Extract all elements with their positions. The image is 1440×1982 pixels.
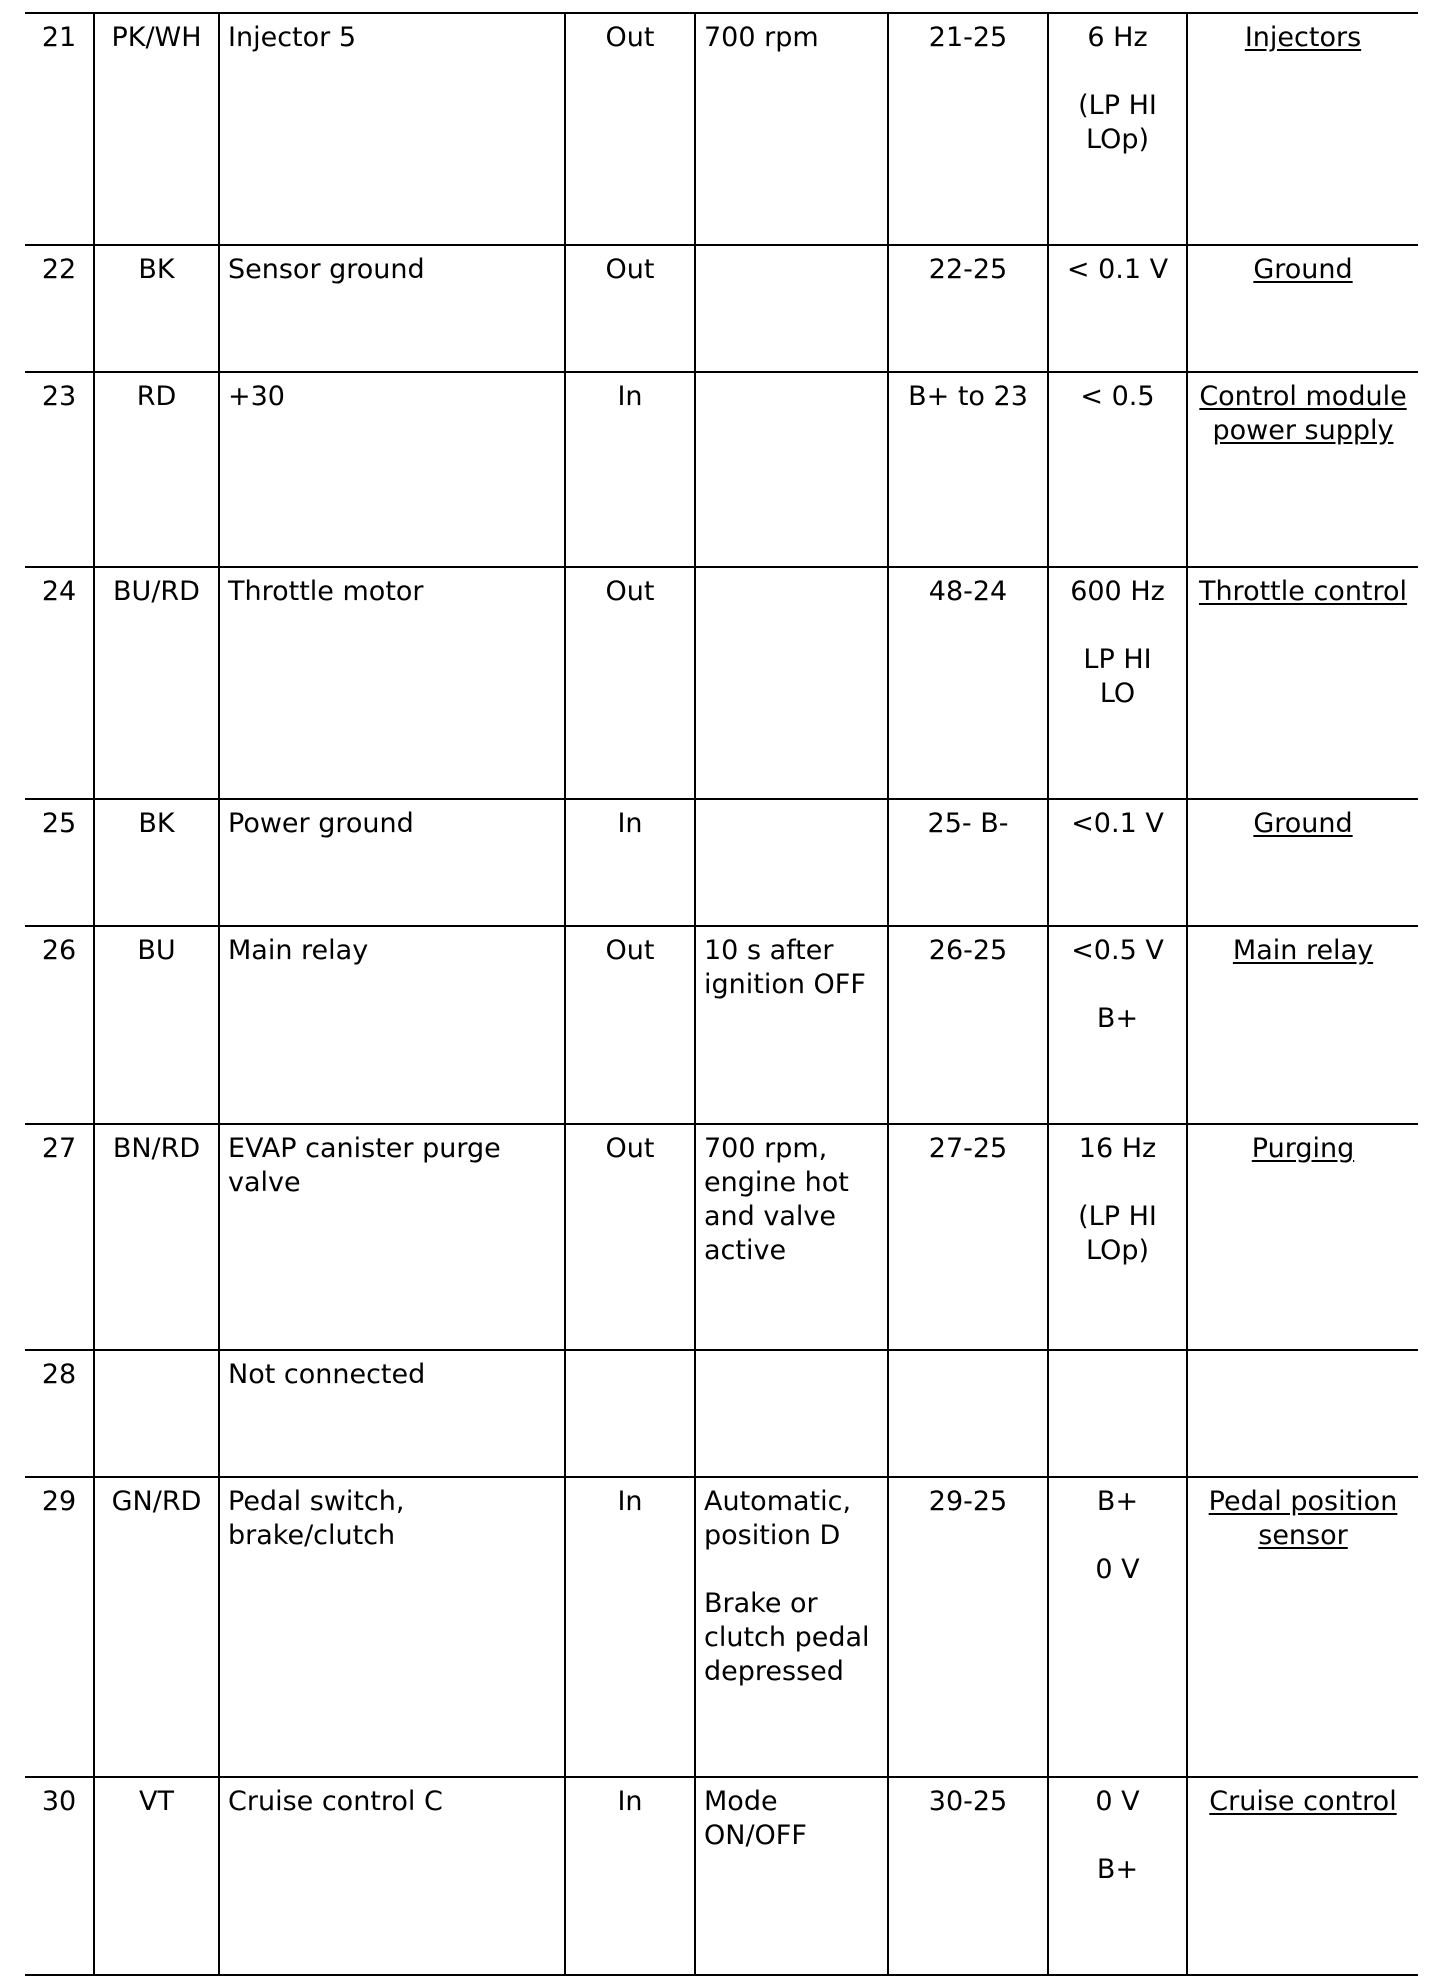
- wire-color-cell: [94, 926, 219, 1124]
- pin-assignment-table: [25, 12, 1418, 1976]
- measure-between: 21-25: [928, 22, 1008, 53]
- signal-direction: Out: [605, 935, 655, 966]
- measure-between: 48-24: [928, 576, 1008, 607]
- pin-number-cell: [25, 1350, 94, 1477]
- measure-between-cell: [888, 372, 1048, 567]
- measure-between-cell: [888, 1477, 1048, 1777]
- test-condition: ignition OFF: [704, 969, 866, 1000]
- test-condition-cell: [695, 1124, 888, 1350]
- pin-description: Cruise control C: [228, 1786, 443, 1817]
- pin-number-cell: [25, 1777, 94, 1975]
- pin-number-cell: [25, 926, 94, 1124]
- measure-between-cell: [888, 799, 1048, 926]
- expected-value-cell: [1048, 245, 1187, 372]
- expected-value: 6 Hz: [1087, 22, 1148, 53]
- pin-number-cell: [25, 13, 94, 245]
- signal-direction: Out: [605, 576, 655, 607]
- pin-number-cell: [25, 372, 94, 567]
- pin-number: 26: [41, 935, 77, 966]
- pin-description: Main relay: [228, 935, 369, 966]
- expected-value: LO: [1099, 678, 1136, 709]
- reference-cell: [1187, 799, 1418, 926]
- pin-description: Sensor ground: [228, 254, 425, 285]
- reference-link[interactable]: Cruise control: [1209, 1786, 1397, 1817]
- wire-color-cell: [94, 1477, 219, 1777]
- wire-color: BN/RD: [112, 1133, 201, 1164]
- table-row: [25, 1350, 1418, 1477]
- reference-cell: [1187, 926, 1418, 1124]
- signal-direction-cell: [565, 1124, 695, 1350]
- measure-between-cell: [888, 1124, 1048, 1350]
- table-row: [25, 1477, 1418, 1777]
- pin-number: 29: [41, 1486, 77, 1517]
- expected-value: < 0.1 V: [1066, 254, 1169, 285]
- pin-description-cell: [219, 1777, 565, 1975]
- test-condition: active: [704, 1235, 787, 1266]
- table-row: [25, 926, 1418, 1124]
- pin-number: 21: [41, 22, 77, 53]
- pin-description-cell: [219, 567, 565, 799]
- reference-link[interactable]: Control module power supply: [1199, 381, 1407, 446]
- wire-color-cell: [94, 799, 219, 926]
- line-gap: [1057, 968, 1178, 1002]
- reference-link[interactable]: Throttle control: [1198, 576, 1408, 607]
- signal-direction-cell: [565, 799, 695, 926]
- pin-description-cell: [219, 799, 565, 926]
- expected-value: B+: [1096, 1486, 1139, 1517]
- table-row: [25, 567, 1418, 799]
- line-gap: [704, 1553, 879, 1587]
- signal-direction-cell: [565, 926, 695, 1124]
- measure-between: 22-25: [928, 254, 1008, 285]
- measure-between-cell: [888, 1777, 1048, 1975]
- line-gap: [1057, 55, 1178, 89]
- expected-value-cell: [1048, 372, 1187, 567]
- pin-number: 22: [41, 254, 77, 285]
- expected-value: (LP HI: [1078, 90, 1157, 121]
- test-condition-cell: [695, 567, 888, 799]
- reference-link[interactable]: Injectors: [1244, 22, 1362, 53]
- signal-direction-cell: [565, 245, 695, 372]
- measure-between: B+ to 23: [908, 381, 1028, 412]
- test-condition: ON/OFF: [704, 1820, 807, 1851]
- test-condition: 10 s after: [704, 935, 834, 966]
- pin-number: 28: [41, 1359, 77, 1390]
- signal-direction: Out: [605, 22, 655, 53]
- wire-color-cell: [94, 1124, 219, 1350]
- line-gap: [1057, 1819, 1178, 1853]
- expected-value-cell: [1048, 1350, 1187, 1477]
- test-condition: 700 rpm,: [704, 1133, 828, 1164]
- measure-between-cell: [888, 245, 1048, 372]
- pin-number: 30: [41, 1786, 77, 1817]
- test-condition-cell: [695, 13, 888, 245]
- test-condition: 700 rpm: [704, 22, 819, 53]
- expected-value-cell: [1048, 799, 1187, 926]
- signal-direction-cell: [565, 372, 695, 567]
- wire-color: BK: [138, 808, 175, 839]
- table-row: [25, 1777, 1418, 1975]
- reference-cell: [1187, 567, 1418, 799]
- signal-direction: Out: [605, 1133, 655, 1164]
- wire-color-cell: [94, 1350, 219, 1477]
- pin-description-cell: [219, 1477, 565, 1777]
- signal-direction-cell: [565, 13, 695, 245]
- table-row: [25, 372, 1418, 567]
- wire-color-cell: [94, 372, 219, 567]
- test-condition: Brake or: [704, 1588, 818, 1619]
- measure-between: 26-25: [928, 935, 1008, 966]
- measure-between: 25- B-: [927, 808, 1009, 839]
- pin-description: Not connected: [228, 1359, 426, 1390]
- signal-direction: In: [617, 1786, 643, 1817]
- wire-color-cell: [94, 13, 219, 245]
- line-gap: [1057, 1166, 1178, 1200]
- reference-cell: [1187, 1350, 1418, 1477]
- expected-value: < 0.5: [1080, 381, 1155, 412]
- line-gap: [1057, 1519, 1178, 1553]
- test-condition: position D: [704, 1520, 841, 1551]
- reference-link[interactable]: Ground: [1253, 254, 1353, 285]
- expected-value-cell: [1048, 1124, 1187, 1350]
- wire-color: VT: [139, 1786, 174, 1817]
- test-condition: depressed: [704, 1656, 844, 1687]
- reference-link[interactable]: Main relay: [1232, 935, 1374, 966]
- reference-cell: [1187, 1777, 1418, 1975]
- signal-direction: In: [617, 381, 643, 412]
- pin-description: Injector 5: [228, 22, 356, 53]
- expected-value-cell: [1048, 1777, 1187, 1975]
- pin-description-cell: [219, 1124, 565, 1350]
- pin-description-cell: [219, 1350, 565, 1477]
- wire-color: BU: [137, 935, 176, 966]
- reference-link[interactable]: Pedal position sensor: [1208, 1486, 1398, 1551]
- pin-number-cell: [25, 799, 94, 926]
- expected-value-cell: [1048, 1477, 1187, 1777]
- pin-number: 24: [41, 576, 77, 607]
- test-condition-cell: [695, 1477, 888, 1777]
- signal-direction: Out: [605, 254, 655, 285]
- test-condition: engine hot: [704, 1167, 849, 1198]
- pin-number: 23: [41, 381, 77, 412]
- wire-color: PK/WH: [111, 22, 202, 53]
- reference-cell: [1187, 245, 1418, 372]
- wire-color-cell: [94, 567, 219, 799]
- test-condition-cell: [695, 1350, 888, 1477]
- measure-between-cell: [888, 13, 1048, 245]
- measure-between: 27-25: [928, 1133, 1008, 1164]
- signal-direction-cell: [565, 1350, 695, 1477]
- expected-value: 16 Hz: [1078, 1133, 1157, 1164]
- test-condition-cell: [695, 799, 888, 926]
- expected-value: LOp): [1085, 124, 1149, 155]
- expected-value: LOp): [1085, 1235, 1149, 1266]
- expected-value: LP HI: [1083, 644, 1152, 675]
- measure-between-cell: [888, 1350, 1048, 1477]
- test-condition: Automatic,: [704, 1486, 852, 1517]
- table-row: [25, 13, 1418, 245]
- wire-color-cell: [94, 1777, 219, 1975]
- pin-number-cell: [25, 1124, 94, 1350]
- pin-description: EVAP canister purge valve: [228, 1133, 501, 1198]
- reference-link[interactable]: Purging: [1251, 1133, 1355, 1164]
- test-condition: Mode: [704, 1786, 778, 1817]
- test-condition-cell: [695, 926, 888, 1124]
- signal-direction-cell: [565, 1777, 695, 1975]
- expected-value: 0 V: [1095, 1554, 1140, 1585]
- expected-value: B+: [1096, 1854, 1139, 1885]
- test-condition-cell: [695, 245, 888, 372]
- table-row: [25, 799, 1418, 926]
- expected-value: 600 Hz: [1070, 576, 1165, 607]
- reference-link[interactable]: Ground: [1253, 808, 1353, 839]
- measure-between: 29-25: [928, 1486, 1008, 1517]
- expected-value: 0 V: [1095, 1786, 1140, 1817]
- pin-description-cell: [219, 13, 565, 245]
- expected-value-cell: [1048, 13, 1187, 245]
- test-condition-cell: [695, 372, 888, 567]
- wire-color-cell: [94, 245, 219, 372]
- signal-direction-cell: [565, 567, 695, 799]
- pin-number-cell: [25, 1477, 94, 1777]
- pin-description-cell: [219, 926, 565, 1124]
- pin-description: +30: [228, 381, 285, 412]
- table-row: [25, 1124, 1418, 1350]
- expected-value: (LP HI: [1078, 1201, 1157, 1232]
- signal-direction: In: [617, 1486, 643, 1517]
- wire-color: RD: [136, 381, 177, 412]
- expected-value-cell: [1048, 567, 1187, 799]
- pin-description: Throttle motor: [228, 576, 424, 607]
- wire-color: GN/RD: [111, 1486, 202, 1517]
- table-body: [25, 13, 1418, 1975]
- pin-number-cell: [25, 567, 94, 799]
- pin-description: Power ground: [228, 808, 414, 839]
- line-gap: [1057, 609, 1178, 643]
- measure-between-cell: [888, 567, 1048, 799]
- measure-between-cell: [888, 926, 1048, 1124]
- signal-direction: In: [617, 808, 643, 839]
- expected-value: <0.5 V: [1071, 935, 1164, 966]
- test-condition-cell: [695, 1777, 888, 1975]
- pin-number: 25: [41, 808, 77, 839]
- pin-description: Pedal switch, brake/clutch: [228, 1486, 405, 1551]
- pin-number-cell: [25, 245, 94, 372]
- reference-cell: [1187, 1477, 1418, 1777]
- reference-cell: [1187, 1124, 1418, 1350]
- measure-between: 30-25: [928, 1786, 1008, 1817]
- pin-description-cell: [219, 245, 565, 372]
- pin-description-cell: [219, 372, 565, 567]
- signal-direction-cell: [565, 1477, 695, 1777]
- table-row: [25, 245, 1418, 372]
- test-condition: and valve: [704, 1201, 836, 1232]
- wire-color: BK: [138, 254, 175, 285]
- reference-cell: [1187, 372, 1418, 567]
- expected-value: B+: [1096, 1003, 1139, 1034]
- pin-number: 27: [41, 1133, 77, 1164]
- reference-cell: [1187, 13, 1418, 245]
- wire-color: BU/RD: [113, 576, 200, 607]
- test-condition: clutch pedal: [704, 1622, 870, 1653]
- expected-value-cell: [1048, 926, 1187, 1124]
- expected-value: <0.1 V: [1071, 808, 1164, 839]
